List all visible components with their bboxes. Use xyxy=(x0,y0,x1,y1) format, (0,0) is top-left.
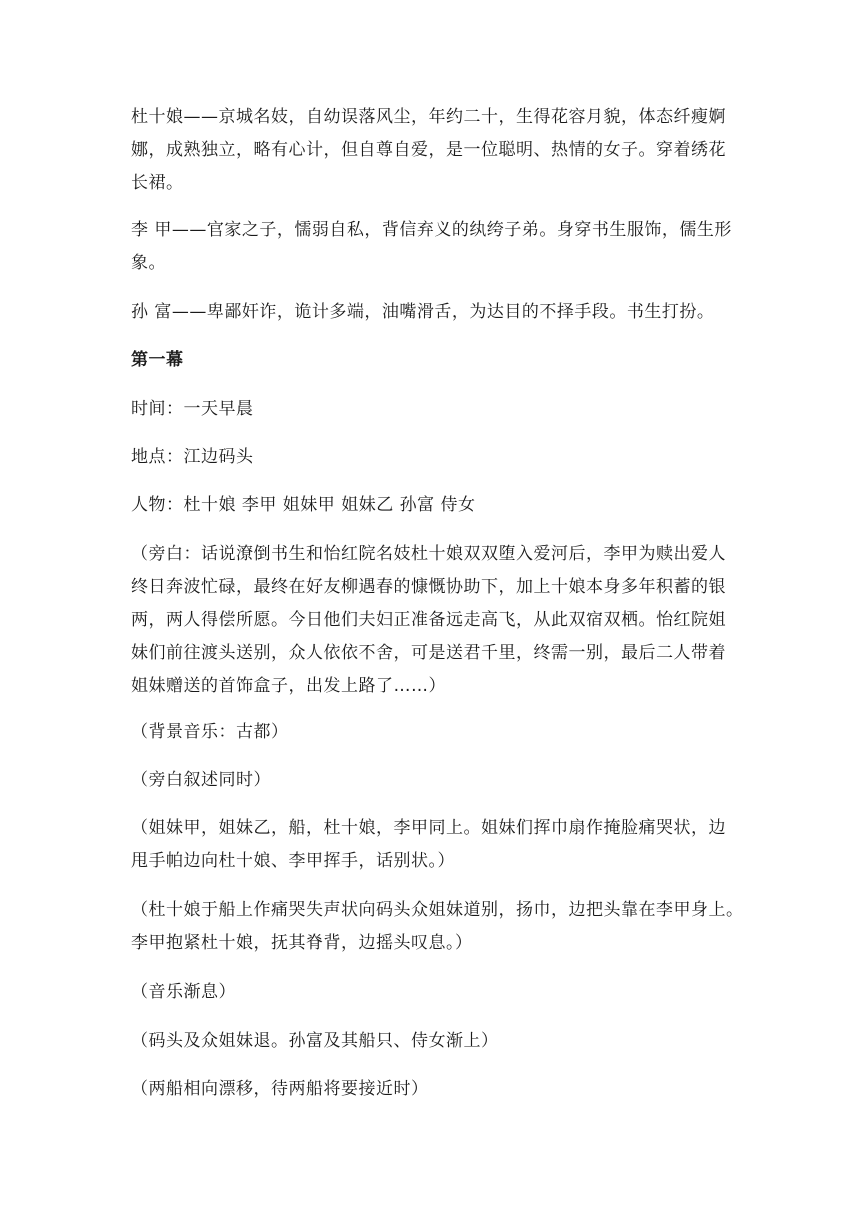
character-li-jia xyxy=(131,214,735,280)
text-line: 人物：杜十娘 李甲 姐妹甲 姐妹乙 孙富 侍女 xyxy=(131,495,476,515)
act-people xyxy=(131,489,735,522)
stage-direction-boats-approach xyxy=(131,1073,735,1106)
text-line: （码头及众姐妹退。孙富及其船只、侍女渐上） xyxy=(131,1031,499,1051)
text-line: 地点：江边码头 xyxy=(131,447,254,467)
text-line: （背景音乐：古都） xyxy=(131,722,289,742)
text-line: （旁白叙述同时） xyxy=(131,770,271,790)
text-line: 长裙。 xyxy=(131,173,184,193)
act-place xyxy=(131,441,735,474)
text-line: 娜，成熟独立，略有心计，但自尊自爱，是一位聪明、热情的女子。穿着绣花 xyxy=(131,140,726,160)
text-line: 杜十娘——京城名妓，自幼误落风尘，年约二十，生得花容月貌，体态纤瘦婀 xyxy=(131,107,726,127)
character-du-shiniang xyxy=(131,101,735,200)
text-line: 第一幕 xyxy=(131,350,184,370)
text-line: （旁白：话说潦倒书生和怡红院名妓杜十娘双双堕入爱河后，李甲为赎出爱人 xyxy=(131,544,726,564)
act-title xyxy=(131,344,735,377)
text-line: 两，两人得偿所愿。今日他们夫妇正准备远走高飞，从此双宿双栖。怡红院姐 xyxy=(131,610,726,630)
text-line: 终日奔波忙碌，最终在好友柳遇春的慷慨协助下，加上十娘本身多年积蓄的银 xyxy=(131,577,726,597)
stage-direction-narration-simultaneous xyxy=(131,764,735,797)
text-line: 象。 xyxy=(131,253,166,273)
stage-direction-sun-fu-enters xyxy=(131,1025,735,1058)
text-line: 妹们前往渡头送别，众人依依不舍，可是送君千里，终需一别，最后二人带着 xyxy=(131,643,726,663)
text-line: 孙 富——卑鄙奸诈，诡计多端，油嘴滑舌，为达目的不择手段。书生打扮。 xyxy=(131,302,715,322)
character-sun-fu xyxy=(131,296,735,329)
text-line: 姐妹赠送的首饰盒子，出发上路了……） xyxy=(131,676,446,696)
text-line: 李甲抱紧杜十娘，抚其脊背，边摇头叹息。） xyxy=(131,933,473,953)
stage-direction-sisters-enter xyxy=(131,812,735,878)
text-line: 甩手帕边向杜十娘、李甲挥手，话别状。） xyxy=(131,851,455,871)
text-line: （两船相向漂移，待两船将要接近时） xyxy=(131,1079,429,1099)
text-line: 李 甲——官家之子，懦弱自私，背信弃义的纨绔子弟。身穿书生服饰，儒生形 xyxy=(131,220,732,240)
text-line: （姐妹甲，姐妹乙，船，杜十娘，李甲同上。姐妹们挥巾扇作掩脸痛哭状，边 xyxy=(131,818,726,838)
stage-direction-music xyxy=(131,716,735,749)
narration-paragraph xyxy=(131,538,735,703)
text-line: 时间：一天早晨 xyxy=(131,399,254,419)
act-time xyxy=(131,393,735,426)
text-line: （音乐渐息） xyxy=(131,982,236,1002)
text-line: （杜十娘于船上作痛哭失声状向码头众姐妹道别，扬巾，边把头靠在李甲身上。 xyxy=(131,900,744,920)
stage-direction-farewell xyxy=(131,894,744,960)
stage-direction-music-fades xyxy=(131,976,735,1009)
